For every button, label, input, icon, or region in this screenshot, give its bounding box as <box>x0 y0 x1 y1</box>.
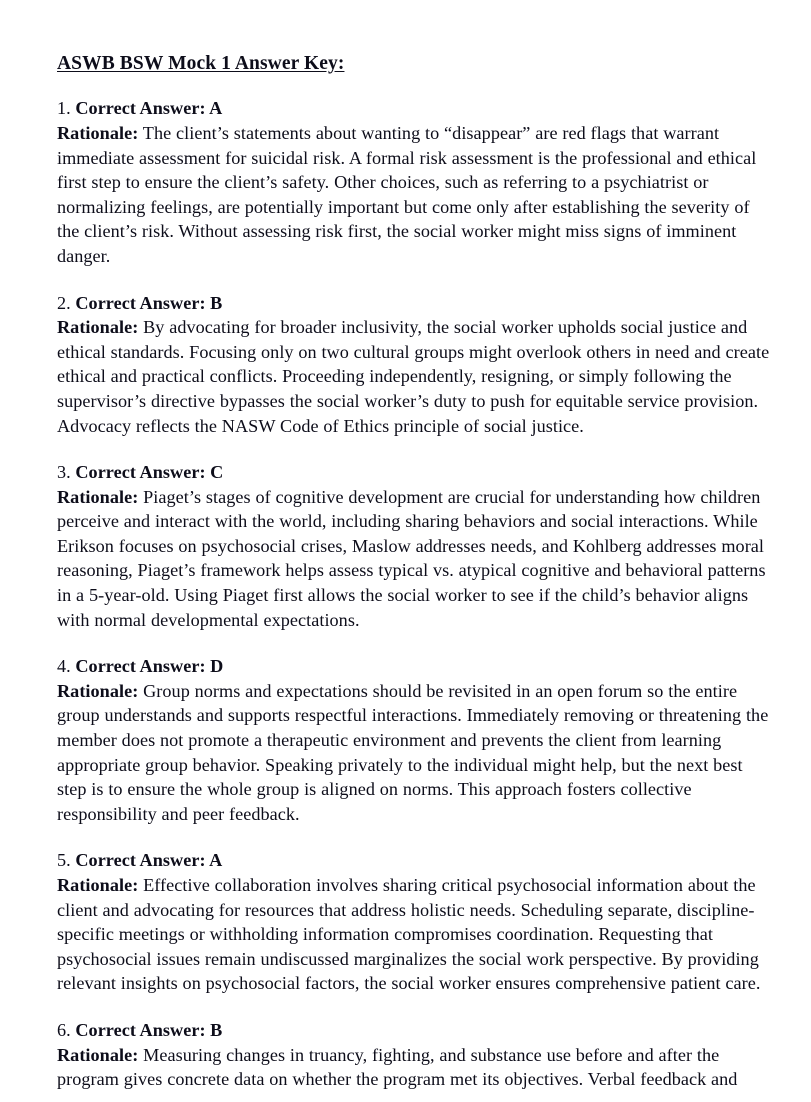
answer-heading-5 <box>57 848 771 873</box>
answer-heading-1 <box>57 96 771 121</box>
document-body <box>57 52 771 1092</box>
answer-block-5 <box>57 848 771 996</box>
rationale-label-3: Rationale: <box>57 486 139 507</box>
answer-label-3: Correct Answer: C <box>75 462 224 483</box>
rationale-paragraph-2 <box>57 315 771 438</box>
answer-block-1 <box>57 96 771 268</box>
answer-heading-3 <box>57 460 771 485</box>
rationale-text-4: Group norms and expectations should be revisited in an open forum so the entire group understands and supports respectful interactions. Immediately removing or threatening the member does not promote a therapeutic environment and prevents the client from learning appropriate group behavior. Speaking privately to the individual might help, but the next best step is to ensure the whole group is aligned on norms. This approach fosters collective responsibility and peer feedback. <box>57 680 769 824</box>
rationale-paragraph-6 <box>57 1043 771 1092</box>
rationale-text-5: Effective collaboration involves sharing critical psychosocial information about the client and advocating for resources that address holistic needs. Scheduling separate, discipline-specific meetings or withholding information compromises coordination. Requesting that psychosocial issues remain undiscussed marginalizes the social work perspective. By providing relevant insights on psychosocial factors, the social worker ensures comprehensive patient care. <box>57 875 761 994</box>
rationale-text-3: Piaget’s stages of cognitive development are crucial for understanding how children perceive and interact with the world, including sharing behaviors and social interactions. While Erikson focuses on psychosocial crises, Maslow addresses needs, and Kohlberg addresses moral reasoning, Piaget’s framework helps assess typical vs. atypical cognitive and behavioral patterns in a 5-year-old. Using Piaget first allows the social worker to see if the child’s behavior aligns with normal developmental expectations. <box>57 486 766 630</box>
answer-label-6: Correct Answer: B <box>75 1019 223 1040</box>
rationale-label-5: Rationale: <box>57 875 139 895</box>
answer-heading-6 <box>57 1018 771 1043</box>
rationale-text-2: By advocating for broader inclusivity, the social worker upholds social justice and ethical standards. Focusing only on two cultural groups might overlook others in need and create ethical and practical conflicts. Proceeding independently, resigning, or simply following the supervisor’s directive bypasses the social worker’s duty to push for equitable service provision. Advocacy reflects the NASW Code of Ethics principle of social justice. <box>57 317 770 436</box>
answer-label-1: Correct Answer: A <box>75 98 223 119</box>
answer-block-3 <box>57 460 771 632</box>
answer-heading-4 <box>57 654 771 679</box>
answer-block-4 <box>57 654 771 826</box>
page-title: ASWB BSW Mock 1 Answer Key: <box>57 53 345 74</box>
answer-number-5: 5. <box>57 850 71 871</box>
rationale-label-1: Rationale: <box>57 122 139 143</box>
answer-number-3: 3. <box>57 462 71 483</box>
answer-number-4: 4. <box>57 656 71 677</box>
rationale-paragraph-4 <box>57 679 771 827</box>
answer-number-1: 1. <box>57 98 71 119</box>
answer-label-5: Correct Answer: A <box>75 850 223 871</box>
answer-number-6: 6. <box>57 1019 71 1040</box>
rationale-paragraph-3 <box>57 485 771 633</box>
answer-block-2 <box>57 291 771 439</box>
answer-label-4: Correct Answer: D <box>75 656 224 677</box>
rationale-text-6: Measuring changes in truancy, fighting, and substance use before and after the program gives concrete data on whether the program met its objectives. Verbal feedback and <box>57 1044 738 1090</box>
answer-block-6 <box>57 1018 771 1092</box>
rationale-label-4: Rationale: <box>57 680 139 701</box>
rationale-label-2: Rationale: <box>57 317 139 338</box>
rationale-label-6: Rationale: <box>57 1044 139 1065</box>
answer-number-2: 2. <box>57 292 71 313</box>
rationale-paragraph-5 <box>57 873 771 996</box>
answer-label-2: Correct Answer: B <box>75 292 223 313</box>
rationale-text-1: The client’s statements about wanting to “disappear” are red flags that warrant immediate assessment for suicidal risk. A formal risk assessment is the professional and ethical first step to ensure the client’s safety. Other choices, such as referring to a psychiatrist or normalizing feelings, are potentially important but come only after establishing the severity of the client’s risk. Without assessing risk first, the social worker might miss signs of imminent danger. <box>57 122 757 266</box>
rationale-paragraph-1 <box>57 121 771 269</box>
answer-heading-2 <box>57 291 771 316</box>
